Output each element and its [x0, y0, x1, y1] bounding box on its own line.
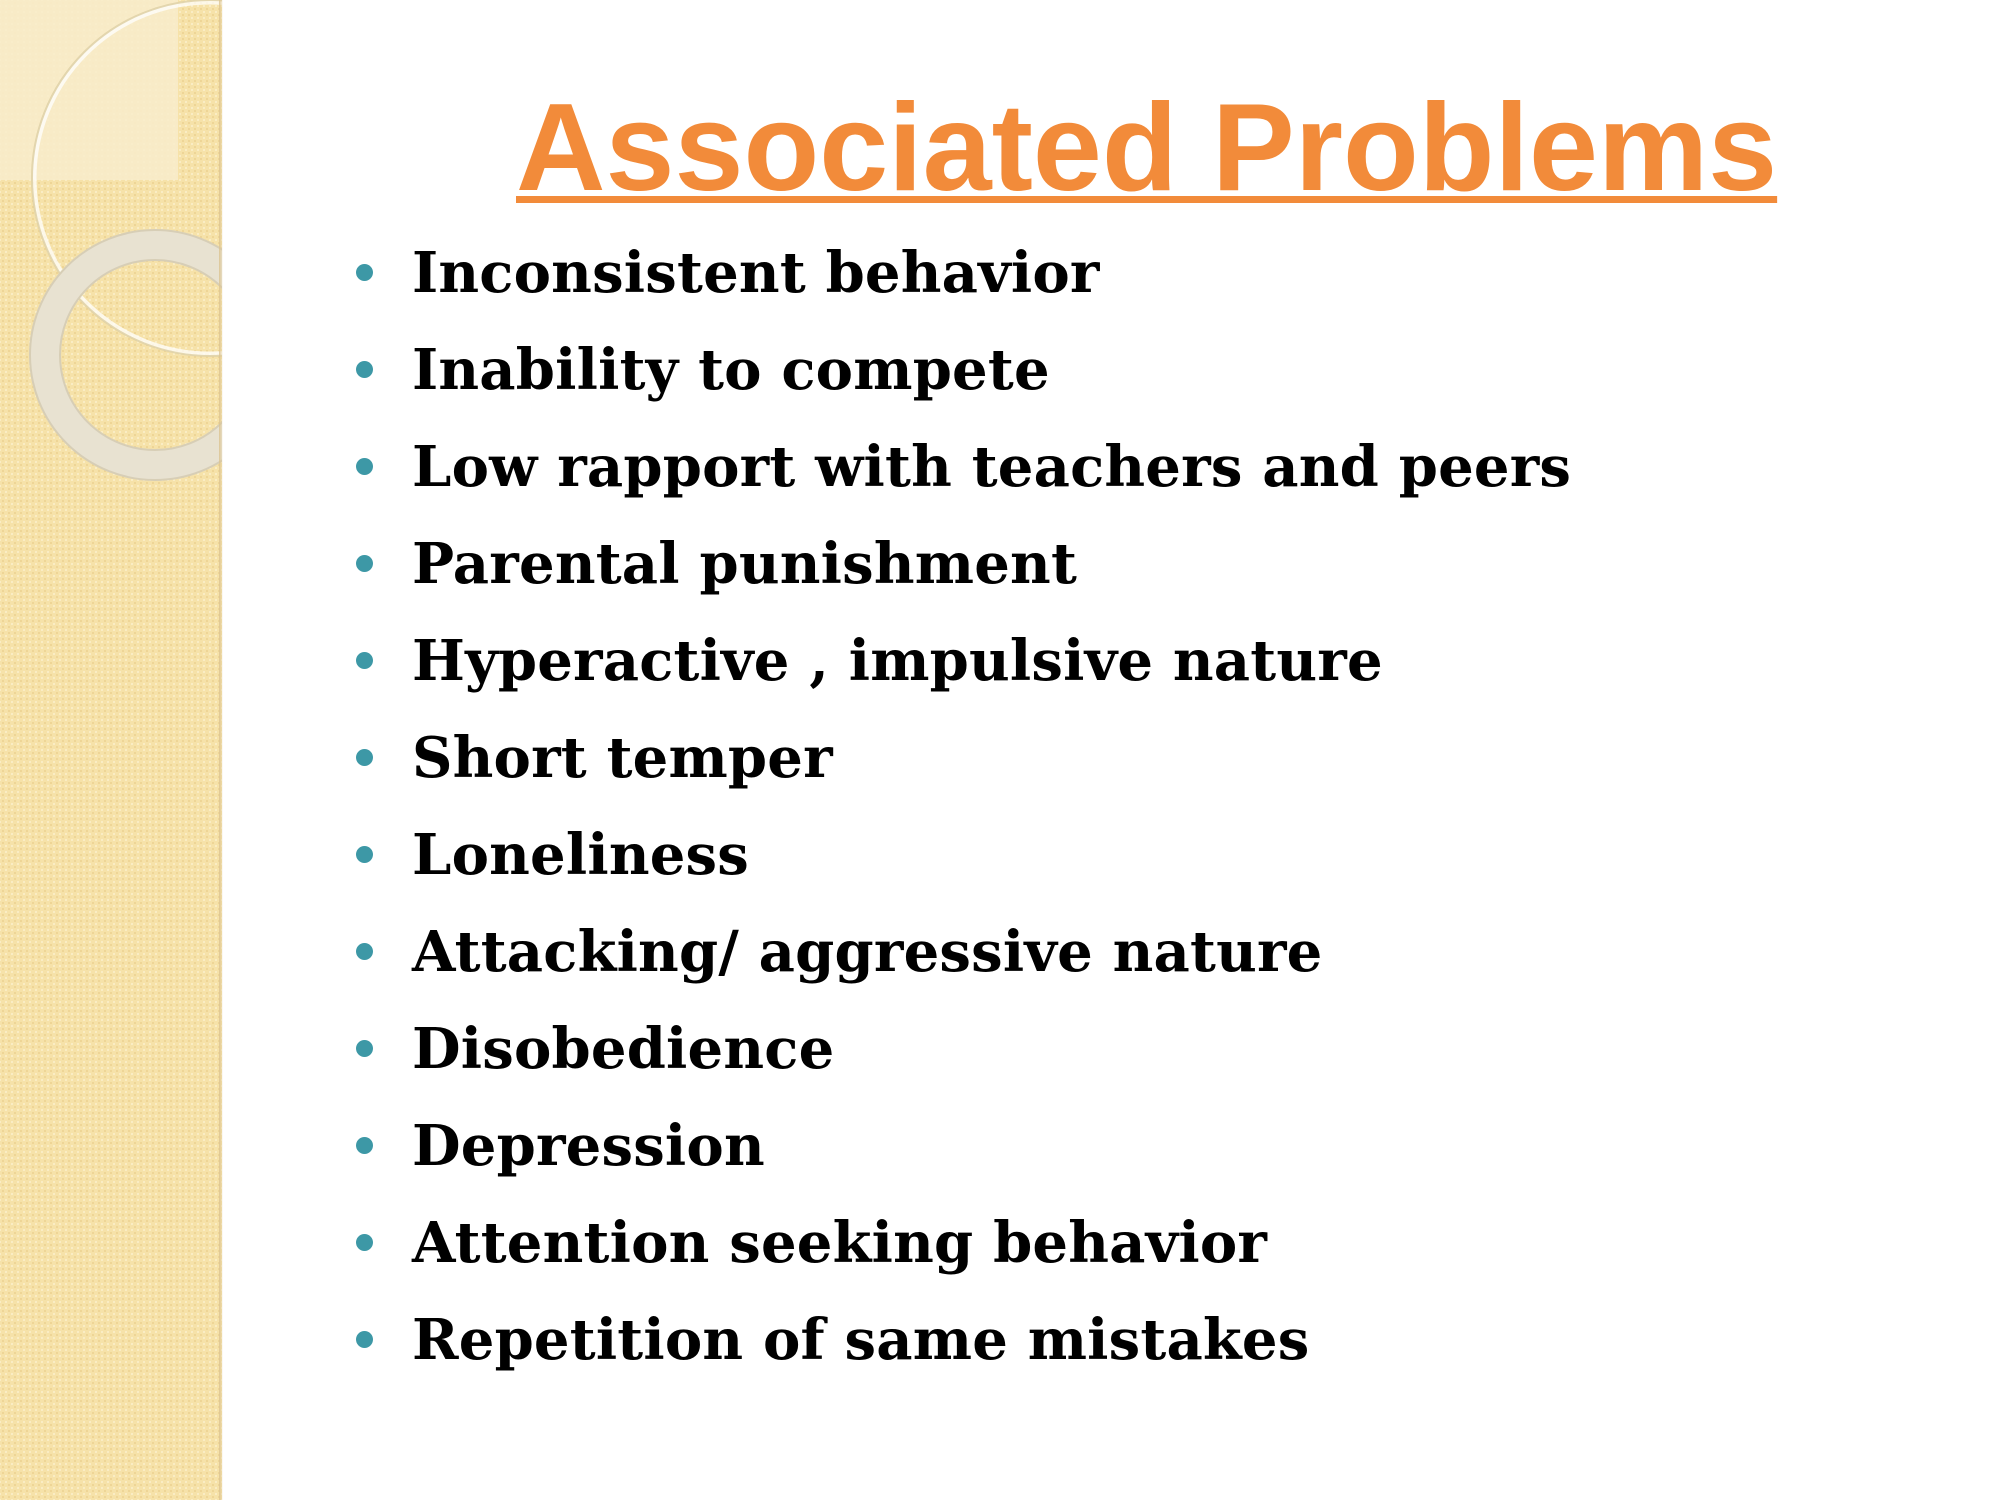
list-item [352, 806, 1571, 903]
list-item-text: Repetition of same mistakes [412, 1306, 1310, 1373]
list-item-text: Depression [412, 1112, 765, 1179]
list-item [352, 903, 1571, 1000]
bullet-icon [356, 264, 373, 281]
decorative-rings [0, 0, 222, 520]
bullet-icon [356, 361, 373, 378]
list-item [352, 612, 1571, 709]
list-item [352, 321, 1571, 418]
bullet-icon [356, 1137, 373, 1154]
problem-list [352, 224, 1571, 1388]
list-item [352, 709, 1571, 806]
slide-title: Associated Problems [516, 79, 1778, 217]
list-item-text: Attacking/ aggressive nature [412, 918, 1323, 985]
bullet-icon [356, 458, 373, 475]
list-item [352, 515, 1571, 612]
bullet-icon [356, 749, 373, 766]
list-item-text: Inability to compete [412, 336, 1050, 403]
bullet-icon [356, 943, 373, 960]
bullet-icon [356, 1234, 373, 1251]
bullet-icon [356, 846, 373, 863]
list-item-text: Short temper [412, 724, 833, 791]
list-item-text: Parental punishment [412, 530, 1078, 597]
list-item [352, 1194, 1571, 1291]
list-item [352, 418, 1571, 515]
list-item [352, 224, 1571, 321]
bullet-icon [356, 1331, 373, 1348]
list-item [352, 1000, 1571, 1097]
decorative-side-panel [0, 0, 222, 1500]
bullet-icon [356, 555, 373, 572]
list-item [352, 1291, 1571, 1388]
list-item-text: Low rapport with teachers and peers [412, 433, 1572, 500]
list-item [352, 1097, 1571, 1194]
list-item-text: Disobedience [412, 1015, 835, 1082]
list-item-text: Loneliness [412, 821, 750, 888]
bullet-icon [356, 1040, 373, 1057]
bullet-icon [356, 652, 373, 669]
list-item-text: Hyperactive , impulsive nature [412, 627, 1383, 694]
side-panel-edge [219, 0, 223, 1500]
list-item-text: Attention seeking behavior [412, 1209, 1268, 1276]
list-item-text: Inconsistent behavior [412, 239, 1100, 306]
